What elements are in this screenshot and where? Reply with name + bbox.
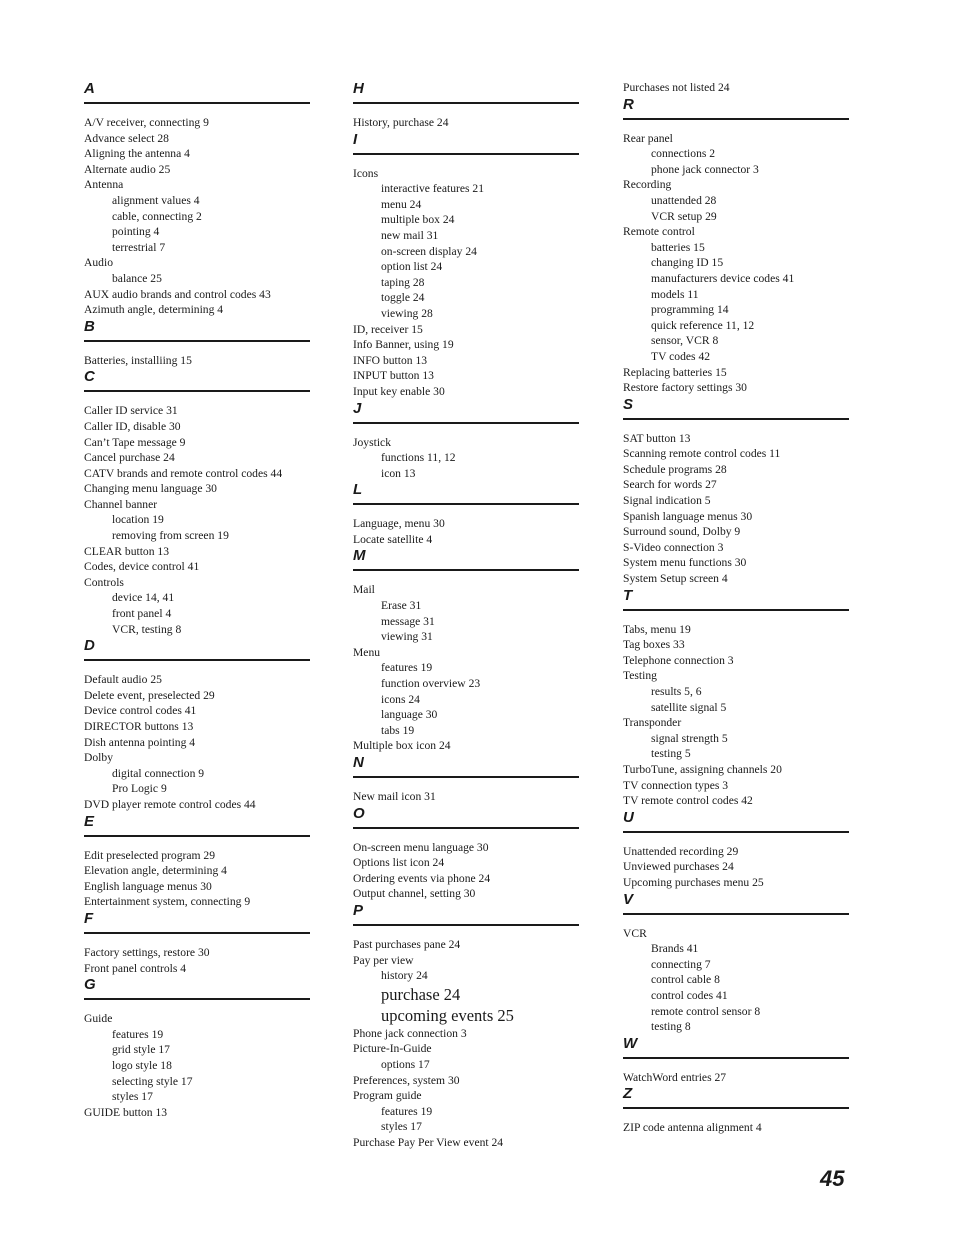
index-subentry: multiple box 24 [381, 213, 455, 227]
index-section-f [84, 911, 310, 976]
index-subentry: pointing 4 [112, 225, 160, 239]
index-section-v [623, 892, 849, 1035]
index-subentry: options 17 [381, 1057, 430, 1071]
index-subentry: function overview 23 [381, 677, 481, 691]
index-subentry: device 14, 41 [112, 591, 175, 605]
index-subentry: control codes 41 [651, 988, 728, 1002]
index-entry: Dolby [84, 751, 113, 765]
index-section-n [353, 755, 579, 805]
section-divider [353, 827, 579, 829]
index-entry: Delete event, preselected 29 [84, 688, 215, 702]
index-entry: Azimuth angle, determining 4 [84, 303, 224, 317]
index-entry: Advance select 28 [84, 131, 169, 145]
index-subentry: language 30 [381, 708, 438, 722]
index-entry: Recording [623, 178, 672, 192]
index-entry: Guide [84, 1012, 113, 1026]
section-letter-heading: A [84, 80, 95, 97]
index-subentry: tabs 19 [381, 723, 415, 737]
index-section-d [84, 638, 310, 812]
index-entry: Past purchases pane 24 [353, 937, 461, 951]
index-entry: Unviewed purchases 24 [623, 860, 734, 874]
section-letter-heading: J [353, 399, 362, 417]
section-letter-heading: D [84, 637, 95, 655]
index-entry: Front panel controls 4 [84, 961, 187, 975]
index-subentry: phone jack connector 3 [651, 162, 759, 176]
index-entry: Purchase Pay Per View event 24 [353, 1135, 504, 1149]
index-entry: ZIP code antenna alignment 4 [623, 1121, 762, 1135]
index-entry: New mail icon 31 [353, 790, 436, 803]
index-entry: Changing menu language 30 [84, 482, 217, 496]
section-divider [623, 118, 849, 120]
section-divider [84, 998, 310, 1000]
index-entry: Batteries, installiing 15 [84, 353, 192, 367]
index-subentry: batteries 15 [651, 240, 705, 254]
index-entry: Alternate audio 25 [84, 162, 171, 176]
index-entry: English language menus 30 [84, 879, 212, 893]
index-entry: GUIDE button 13 [84, 1105, 168, 1119]
index-entry: Upcoming purchases menu 25 [623, 875, 764, 889]
index-subentry: styles 17 [112, 1090, 153, 1104]
index-section-l [353, 482, 579, 547]
index-section-c [84, 369, 310, 637]
section-letter-heading: R [623, 95, 634, 113]
section-divider [84, 390, 310, 392]
index-entry: Controls [84, 575, 124, 589]
index-subentry: programming 14 [651, 303, 729, 317]
index-subentry: viewing 31 [381, 630, 433, 644]
index-entry: System Setup screen 4 [623, 572, 728, 586]
section-letter-heading: C [84, 368, 95, 386]
index-section-u [623, 810, 849, 891]
index-entry: Telephone connection 3 [623, 653, 734, 667]
index-section-h [353, 81, 579, 131]
index-subentry: TV codes 42 [651, 349, 711, 363]
index-entry: CATV brands and remote control codes 44 [84, 466, 283, 480]
index-entry: Caller ID service 31 [84, 404, 178, 418]
index-entry: Language, menu 30 [353, 517, 445, 531]
index-subentry: testing 8 [651, 1020, 691, 1034]
section-letter-heading: P [353, 901, 364, 919]
index-entry: CLEAR button 13 [84, 544, 170, 558]
index-entry: Preferences, system 30 [353, 1073, 460, 1087]
index-entry: Aligning the antenna 4 [84, 147, 190, 161]
index-subentry: remote control sensor 8 [651, 1004, 761, 1018]
index-subentry: location 19 [112, 513, 164, 527]
section-divider [353, 924, 579, 926]
index-entry: Purchases not listed 24 [623, 81, 730, 94]
index-entry: TV remote control codes 42 [623, 794, 753, 808]
section-letter-heading: H [353, 80, 364, 97]
index-subentry: connecting 7 [651, 957, 711, 971]
index-subentry: testing 5 [651, 747, 691, 761]
section-divider [353, 776, 579, 778]
index-entry: Search for words 27 [623, 478, 717, 492]
section-letter-heading: B [84, 317, 95, 335]
section-letter-heading: N [353, 754, 364, 771]
index-entry: Spanish language menus 30 [623, 509, 753, 523]
section-divider [353, 102, 579, 104]
index-entry: System menu functions 30 [623, 556, 747, 570]
index-subentry: grid style 17 [112, 1043, 170, 1057]
index-subentry: front panel 4 [112, 607, 172, 621]
index-subentry: Brands 41 [651, 942, 699, 956]
index-entry: Elevation angle, determining 4 [84, 864, 227, 878]
index-entry: TV connection types 3 [623, 778, 729, 792]
index-entry: Antenna [84, 178, 124, 192]
index-entry: Cancel purchase 24 [84, 451, 175, 465]
index-subentry: unattended 28 [651, 193, 717, 207]
section-divider [623, 831, 849, 833]
index-entry: Testing [623, 669, 657, 683]
index-entry: Joystick [353, 435, 392, 449]
index-entry: Info Banner, using 19 [353, 338, 454, 352]
index-column-1 [84, 80, 310, 1120]
index-entry: Tabs, menu 19 [623, 622, 691, 636]
section-divider [353, 422, 579, 424]
index-entry: History, purchase 24 [353, 116, 449, 129]
index-subentry: styles 17 [381, 1120, 422, 1134]
index-subentry: Pro Logic 9 [112, 782, 167, 796]
index-section-a [84, 81, 310, 318]
section-letter-heading: I [353, 130, 358, 148]
index-entry: Entertainment system, connecting 9 [84, 895, 251, 909]
index-subentry: icons 24 [381, 692, 420, 706]
section-divider [623, 418, 849, 420]
index-subentry: alignment values 4 [112, 193, 200, 207]
index-entry: ID, receiver 15 [353, 322, 423, 336]
index-subentry: menu 24 [381, 197, 422, 211]
index-subentry: balance 25 [112, 271, 162, 285]
index-subentry: satellite signal 5 [651, 700, 727, 714]
index-subentry: cable, connecting 2 [112, 209, 202, 223]
section-letter-heading: F [84, 909, 94, 927]
index-entry: Dish antenna pointing 4 [84, 735, 196, 749]
section-divider [623, 913, 849, 915]
index-entry: Audio [84, 256, 113, 270]
index-entry: Icons [353, 166, 379, 180]
index-entry: Scanning remote control codes 11 [623, 447, 781, 461]
index-entry: Surround sound, Dolby 9 [623, 525, 741, 539]
index-section-e [84, 814, 310, 910]
index-entry: Locate satellite 4 [353, 532, 433, 546]
index-entry: Edit preselected program 29 [84, 848, 216, 862]
index-subentry: option list 24 [381, 260, 443, 274]
index-subentry: viewing 28 [381, 306, 433, 320]
section-letter-heading: L [353, 481, 363, 499]
index-subentry: purchase 24 [381, 984, 461, 1004]
index-section-s [623, 397, 849, 587]
index-section-i [353, 132, 579, 400]
index-section-b [84, 319, 310, 369]
index-entry: Codes, device control 41 [84, 560, 200, 574]
index-subentry: toggle 24 [381, 291, 425, 305]
index-entry: Remote control [623, 225, 695, 239]
index-entry: Ordering events via phone 24 [353, 871, 491, 885]
section-letter-heading: O [353, 804, 365, 822]
index-entry: Can’t Tape message 9 [84, 435, 186, 449]
section-divider [353, 503, 579, 505]
section-divider [84, 932, 310, 934]
index-entry: Replacing batteries 15 [623, 365, 727, 379]
index-subentry: Erase 31 [381, 599, 422, 613]
index-section-z [623, 1086, 849, 1136]
index-entry: Tag boxes 33 [623, 638, 685, 652]
index-subentry: terrestrial 7 [112, 240, 166, 254]
section-divider [623, 1107, 849, 1109]
index-subentry: signal strength 5 [651, 731, 728, 745]
index-subentry: VCR, testing 8 [112, 622, 182, 636]
section-letter-heading: U [623, 808, 634, 826]
index-subentry: removing from screen 19 [112, 529, 229, 543]
index-subentry: manufacturers device codes 41 [651, 271, 795, 285]
index-subentry: history 24 [381, 969, 428, 983]
index-subentry: control cable 8 [651, 973, 720, 987]
index-entry: Channel banner [84, 497, 158, 511]
index-entry: Phone jack connection 3 [353, 1026, 467, 1040]
index-subentry: upcoming events 25 [381, 1005, 514, 1025]
section-letter-heading: E [84, 812, 95, 830]
section-divider [84, 835, 310, 837]
index-entry: Transponder [623, 716, 682, 730]
section-divider [84, 102, 310, 104]
index-section-m [353, 548, 579, 754]
index-subentry: message 31 [381, 614, 435, 628]
index-section-w [623, 1036, 849, 1086]
section-letter-heading: T [623, 586, 633, 604]
index-subentry: models 11 [651, 287, 699, 301]
index-subentry: taping 28 [381, 275, 425, 289]
index-subentry: features 19 [112, 1027, 164, 1041]
index-entry: Device control codes 41 [84, 704, 197, 718]
section-letter-heading: G [84, 976, 96, 994]
index-entry: Factory settings, restore 30 [84, 945, 210, 959]
index-entry: Menu [353, 645, 381, 659]
index-subentry: interactive features 21 [381, 182, 485, 196]
section-letter-heading: Z [623, 1085, 633, 1103]
index-section-j [353, 401, 579, 482]
index-entry: VCR [623, 926, 647, 940]
index-entry: Restore factory settings 30 [623, 381, 747, 395]
index-column-3 [623, 80, 849, 1136]
section-divider [84, 659, 310, 661]
index-entry: TurboTune, assigning channels 20 [623, 762, 782, 776]
index-subentry: digital connection 9 [112, 766, 205, 780]
index-section-p [353, 903, 579, 1151]
page-number: 45 [820, 1166, 845, 1191]
index-subentry: new mail 31 [381, 228, 439, 242]
section-divider [623, 609, 849, 611]
index-subentry: functions 11, 12 [381, 451, 456, 465]
index-entry: Options list icon 24 [353, 856, 445, 870]
index-subentry: selecting style 17 [112, 1074, 193, 1088]
index-subentry: VCR setup 29 [651, 209, 717, 223]
index-subentry: quick reference 11, 12 [651, 318, 755, 332]
index-subentry: on-screen display 24 [381, 244, 477, 258]
index-entry: Caller ID, disable 30 [84, 419, 181, 433]
index-entry: INFO button 13 [353, 353, 428, 367]
index-entry: Program guide [353, 1089, 422, 1103]
index-entry: SAT button 13 [623, 431, 691, 445]
index-entry: On-screen menu language 30 [353, 840, 489, 854]
index-subentry: connections 2 [651, 147, 716, 161]
index-entry: Rear panel [623, 131, 673, 145]
section-letter-heading: V [623, 890, 634, 908]
index-entry: AUX audio brands and control codes 43 [84, 287, 271, 301]
section-letter-heading: S [623, 395, 634, 413]
index-entry: Output channel, setting 30 [353, 887, 476, 901]
index-column-2 [353, 80, 579, 1151]
section-divider [623, 1057, 849, 1059]
index-subentry: features 19 [381, 1104, 433, 1118]
section-letter-heading: M [353, 547, 366, 565]
index-subentry: changing ID 15 [651, 256, 724, 270]
index-subentry: icon 13 [381, 466, 416, 480]
index-entry: Input key enable 30 [353, 384, 445, 398]
index-entry: INPUT button 13 [353, 369, 434, 383]
index-entry: DIRECTOR buttons 13 [84, 720, 194, 733]
index-entry: Pay per view [353, 953, 414, 967]
index-entry: Mail [353, 583, 375, 597]
index-subentry: features 19 [381, 661, 433, 675]
index-entry: Multiple box icon 24 [353, 739, 451, 753]
index-subentry: sensor, VCR 8 [651, 334, 719, 348]
index-entry: Picture-In-Guide [353, 1042, 432, 1056]
index-section-o [353, 806, 579, 902]
section-divider [353, 569, 579, 571]
index-entry: DVD player remote control codes 44 [84, 797, 256, 811]
index-subentry: logo style 18 [112, 1058, 172, 1072]
index-section-t [623, 588, 849, 809]
index-section-r [623, 97, 849, 396]
index-entry: A/V receiver, connecting 9 [84, 116, 209, 129]
section-divider [353, 153, 579, 155]
index-section-g [84, 977, 310, 1120]
index-entry: Schedule programs 28 [623, 462, 727, 476]
section-letter-heading: W [623, 1034, 638, 1052]
index-subentry: results 5, 6 [651, 685, 702, 698]
index-entry: Default audio 25 [84, 673, 162, 687]
section-divider [84, 340, 310, 342]
index-entry: Unattended recording 29 [623, 844, 739, 858]
index-entry: S-Video connection 3 [623, 540, 724, 554]
index-entry: WatchWord entries 27 [623, 1070, 727, 1084]
index-entry: Signal indication 5 [623, 494, 711, 508]
